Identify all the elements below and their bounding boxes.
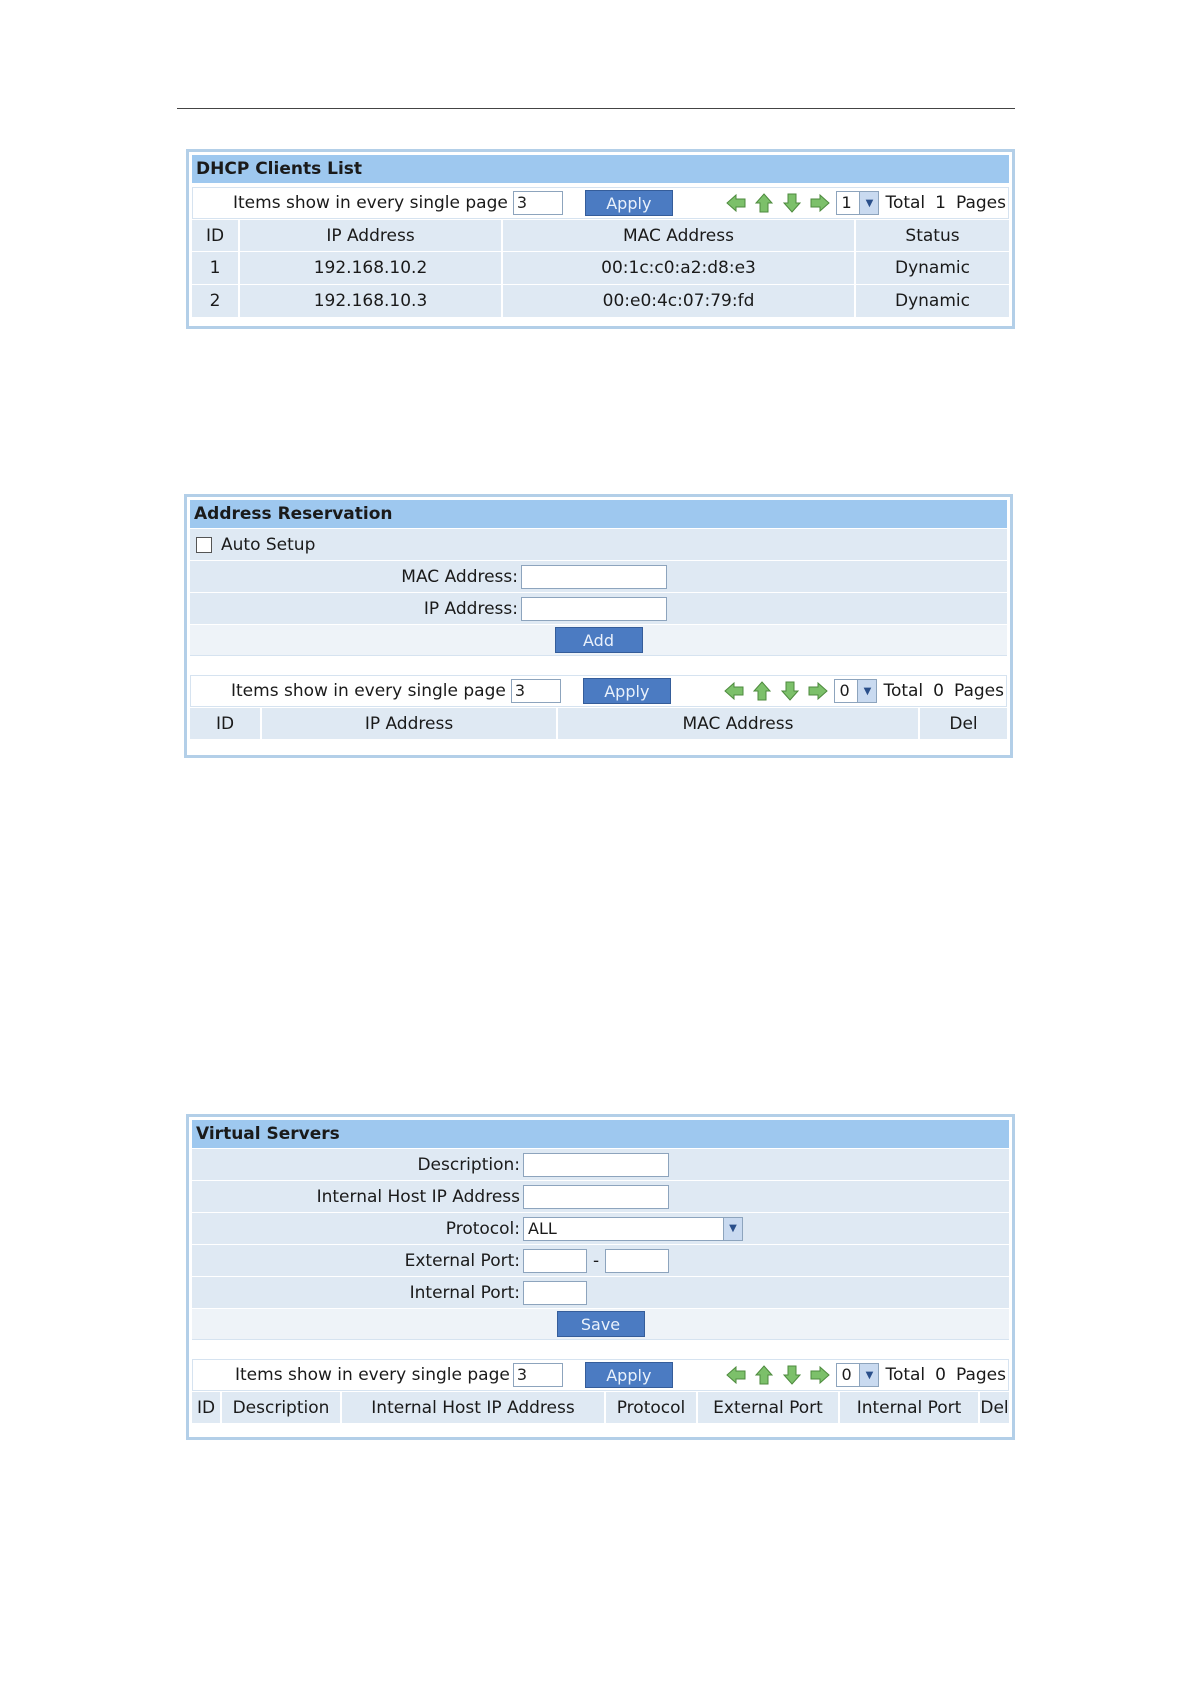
dropdown-arrow-icon[interactable]: ▼ [723,1218,742,1240]
row-status: Dynamic [854,252,1009,284]
protocol-label: Protocol: [445,1218,520,1239]
protocol-select-value: ALL [528,1218,557,1238]
ip-address-field[interactable] [521,597,667,621]
column-header-id: ID [215,713,235,734]
internal-host-ip-row [192,1180,1009,1212]
row-id: 2 [209,291,221,311]
items-per-page-input[interactable]: 3 [513,191,563,215]
next-page-icon[interactable] [778,679,802,703]
description-field[interactable] [523,1153,669,1177]
auto-setup-checkbox[interactable] [196,537,212,553]
column-header-description: Description [220,1392,340,1423]
add-button[interactable]: Add [555,627,643,653]
pagination-arrows [724,191,832,215]
dropdown-arrow-icon[interactable]: ▼ [857,680,876,702]
internal-host-ip-field[interactable] [523,1185,669,1209]
table-row [192,284,1009,317]
table-row [192,251,1009,284]
column-header-external-port: External Port [696,1392,838,1423]
external-port-label: External Port: [404,1250,520,1271]
mac-address-label: MAC Address: [401,566,518,587]
internal-port-row [192,1276,1009,1308]
description-row [192,1148,1009,1180]
last-page-icon[interactable] [808,1363,832,1387]
protocol-select[interactable] [523,1217,743,1241]
row-mac-address: 00:1c:c0:a2:d8:e3 [501,252,854,284]
save-row [192,1308,1009,1340]
ip-address-row [190,592,1007,624]
internal-port-label: Internal Port: [409,1282,520,1303]
page-select[interactable] [836,1363,879,1387]
pages-label: Pages [955,1365,1006,1385]
protocol-row [192,1212,1009,1244]
column-header-ip-address: IP Address [238,220,501,251]
column-header-protocol: Protocol [604,1392,696,1423]
apply-button[interactable]: Apply [585,190,673,216]
auto-setup-row [190,528,1007,560]
column-header-id: ID [196,1397,216,1418]
dhcp-clients-panel [186,149,1015,329]
total-pages-value: 0 [933,681,944,701]
page-select[interactable] [836,191,879,215]
first-page-icon[interactable] [724,191,748,215]
pages-label: Pages [955,193,1006,213]
items-per-page-label: Items show in every single page [231,681,506,701]
internal-port-field[interactable] [523,1281,587,1305]
column-header-id: ID [205,225,225,246]
page-select-value: 1 [841,193,852,212]
auto-setup-label: Auto Setup [221,534,316,555]
items-per-page-input[interactable]: 3 [513,1363,563,1387]
next-page-icon[interactable] [780,1363,804,1387]
column-header-internal-port: Internal Port [838,1392,978,1423]
column-header-del: Del [918,708,1007,739]
spacer [192,1340,1009,1359]
column-header-status: Status [854,220,1009,251]
address-reservation-panel [184,494,1013,758]
column-header-del: Del [978,1392,1009,1423]
ip-address-label: IP Address: [423,598,518,619]
last-page-icon[interactable] [808,191,832,215]
port-range-dash: - [593,1250,600,1271]
page-select-value: 0 [841,1365,852,1384]
page-select[interactable] [834,679,877,703]
description-label: Description: [417,1154,520,1175]
total-pages-value: 0 [935,1365,946,1385]
virtual-servers-title: Virtual Servers [192,1120,1009,1148]
total-label: Total [885,193,926,213]
last-page-icon[interactable] [806,679,830,703]
dhcp-pagination-toolbar [192,187,1009,219]
first-page-icon[interactable] [722,679,746,703]
external-port-row [192,1244,1009,1276]
pages-label: Pages [953,681,1004,701]
total-pages-value: 1 [935,193,946,213]
mac-address-field[interactable] [521,565,667,589]
previous-page-icon[interactable] [750,679,774,703]
dropdown-arrow-icon[interactable]: ▼ [859,1364,878,1386]
save-button[interactable]: Save [557,1311,645,1337]
first-page-icon[interactable] [724,1363,748,1387]
dropdown-arrow-icon[interactable]: ▼ [859,192,878,214]
external-port-to-field[interactable] [605,1249,669,1273]
internal-host-ip-label: Internal Host IP Address [316,1186,520,1207]
virtual-servers-pagination-toolbar [192,1359,1009,1391]
mac-address-row [190,560,1007,592]
address-reservation-title: Address Reservation [190,500,1007,528]
row-status: Dynamic [854,285,1009,317]
items-per-page-label: Items show in every single page [235,1365,510,1385]
row-ip-address: 192.168.10.3 [238,285,501,317]
pagination-arrows [722,679,830,703]
virtual-servers-panel [186,1114,1015,1440]
external-port-from-field[interactable] [523,1249,587,1273]
dhcp-table-header [192,219,1009,251]
row-ip-address: 192.168.10.2 [238,252,501,284]
items-per-page-input[interactable]: 3 [511,679,561,703]
previous-page-icon[interactable] [752,1363,776,1387]
items-per-page-label: Items show in every single page [233,193,508,213]
apply-button[interactable]: Apply [583,678,671,704]
previous-page-icon[interactable] [752,191,776,215]
page-header-rule [177,108,1015,109]
row-mac-address: 00:e0:4c:07:79:fd [501,285,854,317]
row-id: 1 [209,258,221,278]
dhcp-clients-title: DHCP Clients List [192,155,1009,183]
next-page-icon[interactable] [780,191,804,215]
column-header-internal-host-ip: Internal Host IP Address [340,1392,604,1423]
pagination-arrows [724,1363,832,1387]
column-header-mac-address: MAC Address [501,220,854,251]
reservation-table-header [190,707,1007,739]
total-label: Total [885,1365,926,1385]
spacer [190,656,1007,675]
column-header-mac-address: MAC Address [556,708,918,739]
page-select-value: 0 [839,681,850,700]
column-header-ip-address: IP Address [260,708,556,739]
total-label: Total [883,681,924,701]
apply-button[interactable]: Apply [585,1362,673,1388]
virtual-servers-table-header [192,1391,1009,1423]
reservation-pagination-toolbar [190,675,1007,707]
add-row [190,624,1007,656]
